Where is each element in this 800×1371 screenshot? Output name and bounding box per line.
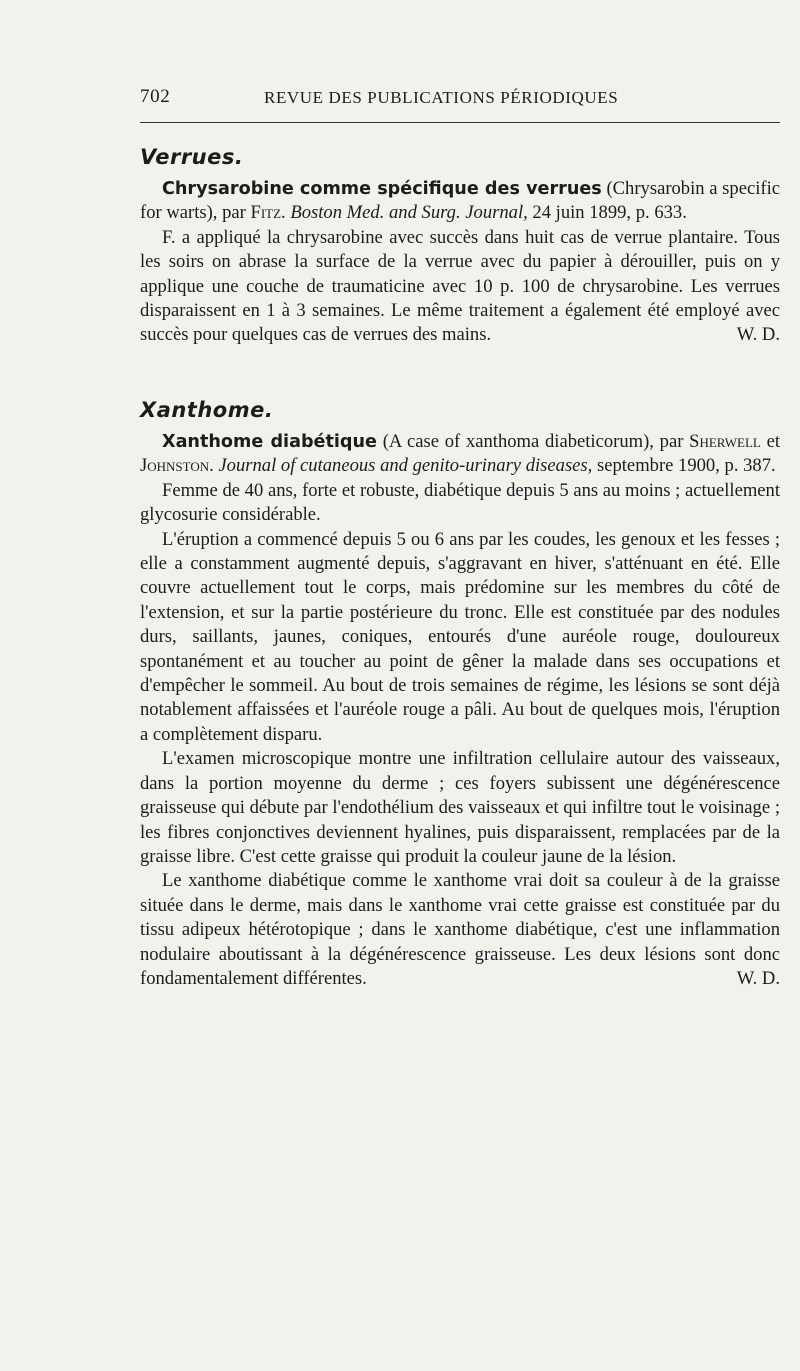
section-heading-xanthome: Xanthome. <box>140 398 274 422</box>
signature: W. D. <box>736 324 780 346</box>
original-title: (A case of xanthoma diabeticorum), par <box>382 431 684 452</box>
journal-name: Boston Med. and Surg. Journal, <box>290 202 528 224</box>
conjunction: et <box>766 431 780 452</box>
running-head <box>140 86 780 110</box>
running-title: REVUE DES PUBLICATIONS PÉRIODIQUES <box>264 88 619 107</box>
page-number: 702 <box>140 86 171 107</box>
paragraph: F. a appliqué la chrysarobine avec succès dans huit cas de verrue plantaire. Tous les soirs on abrase la surface de la verrue avec du papier à dérouiller, puis on y applique une couche de traumaticine avec 10 p. 100 de chrysarobine. Les verrues disparaissent en 1 à 3 semaines. Le même traitement a également été employé avec succès pour quelques cas de verrues des mains. W. D. <box>140 226 780 348</box>
article-title: Xanthome diabétique <box>162 432 377 452</box>
citation-details: 24 juin 1899, p. 633. <box>532 202 687 224</box>
section-heading-verrues: Verrues. <box>140 145 244 169</box>
paragraph: L'examen microscopique montre une infiltration cellulaire autour des vaisseaux, dans la portion moyenne du derme ; ces foyers subissent une dégénérescence graisseuse qui débute par l'endothélium des vaisseaux et qui infiltre tout le voisinage ; les fibres conjonctives deviennent hyalines, puis disparaissent, remplacées par de la graisse libre. C'est cette graisse qui produit la couleur jaune de la lésion. <box>140 748 780 867</box>
author: Johnston. <box>140 455 214 477</box>
signature: W. D. <box>736 967 780 989</box>
author: Fitz. <box>250 202 286 224</box>
original-title: (Chrysarobin a specific for warts), par <box>140 178 781 224</box>
header-rule <box>140 122 780 123</box>
paragraph: Femme de 40 ans, forte et robuste, diabétique depuis 5 ans au moins ; actuellement glycosurie considérable. <box>140 479 780 526</box>
article-verrues <box>140 177 780 348</box>
article-citation <box>140 177 780 226</box>
paragraph: Le xanthome diabétique comme le xanthome vrai doit sa couleur à de la graisse située dans le derme, mais dans le xanthome vrai cette graisse est constituée par du tissu adipeux hétérotopique ; dans le xanthome diabétique, c'est une inflammation nodulaire aboutissant à la dégénérescence graisseuse. Les deux lésions sont donc fondamentalement différentes. W. D. <box>140 869 780 991</box>
paragraph: L'éruption a commencé depuis 5 ou 6 ans par les coudes, les genoux et les fesses ; elle a constamment augmenté depuis, s'aggravant en hiver, s'atténuant en été. Elle couvre actuellement tout le corps, mais prédomine sur les membres du côté de l'extension, et sur la partie postérieure du tronc. Elle est constituée par des nodules durs, saillants, jaunes, coniques, entourés d'une auréole rouge, douloureux spontanément et au toucher au point de gêner la malade dans ses occupations et d'empêcher le sommeil. Au bout de trois semaines de régime, les lésions se sont déjà notablement affaissées et l'auréole rouge a pâli. Au bout de quelques mois, l'éruption a complètement disparu. <box>140 528 780 745</box>
article-citation <box>140 430 780 479</box>
journal-name: Journal of cutaneous and genito-urinary diseases, <box>218 455 593 477</box>
article-title: Chrysarobine comme spécifique des verrues <box>162 179 602 199</box>
citation-details: septembre 1900, p. 387. <box>596 455 776 477</box>
author: Sherwell <box>689 431 761 452</box>
article-xanthome <box>140 430 780 991</box>
